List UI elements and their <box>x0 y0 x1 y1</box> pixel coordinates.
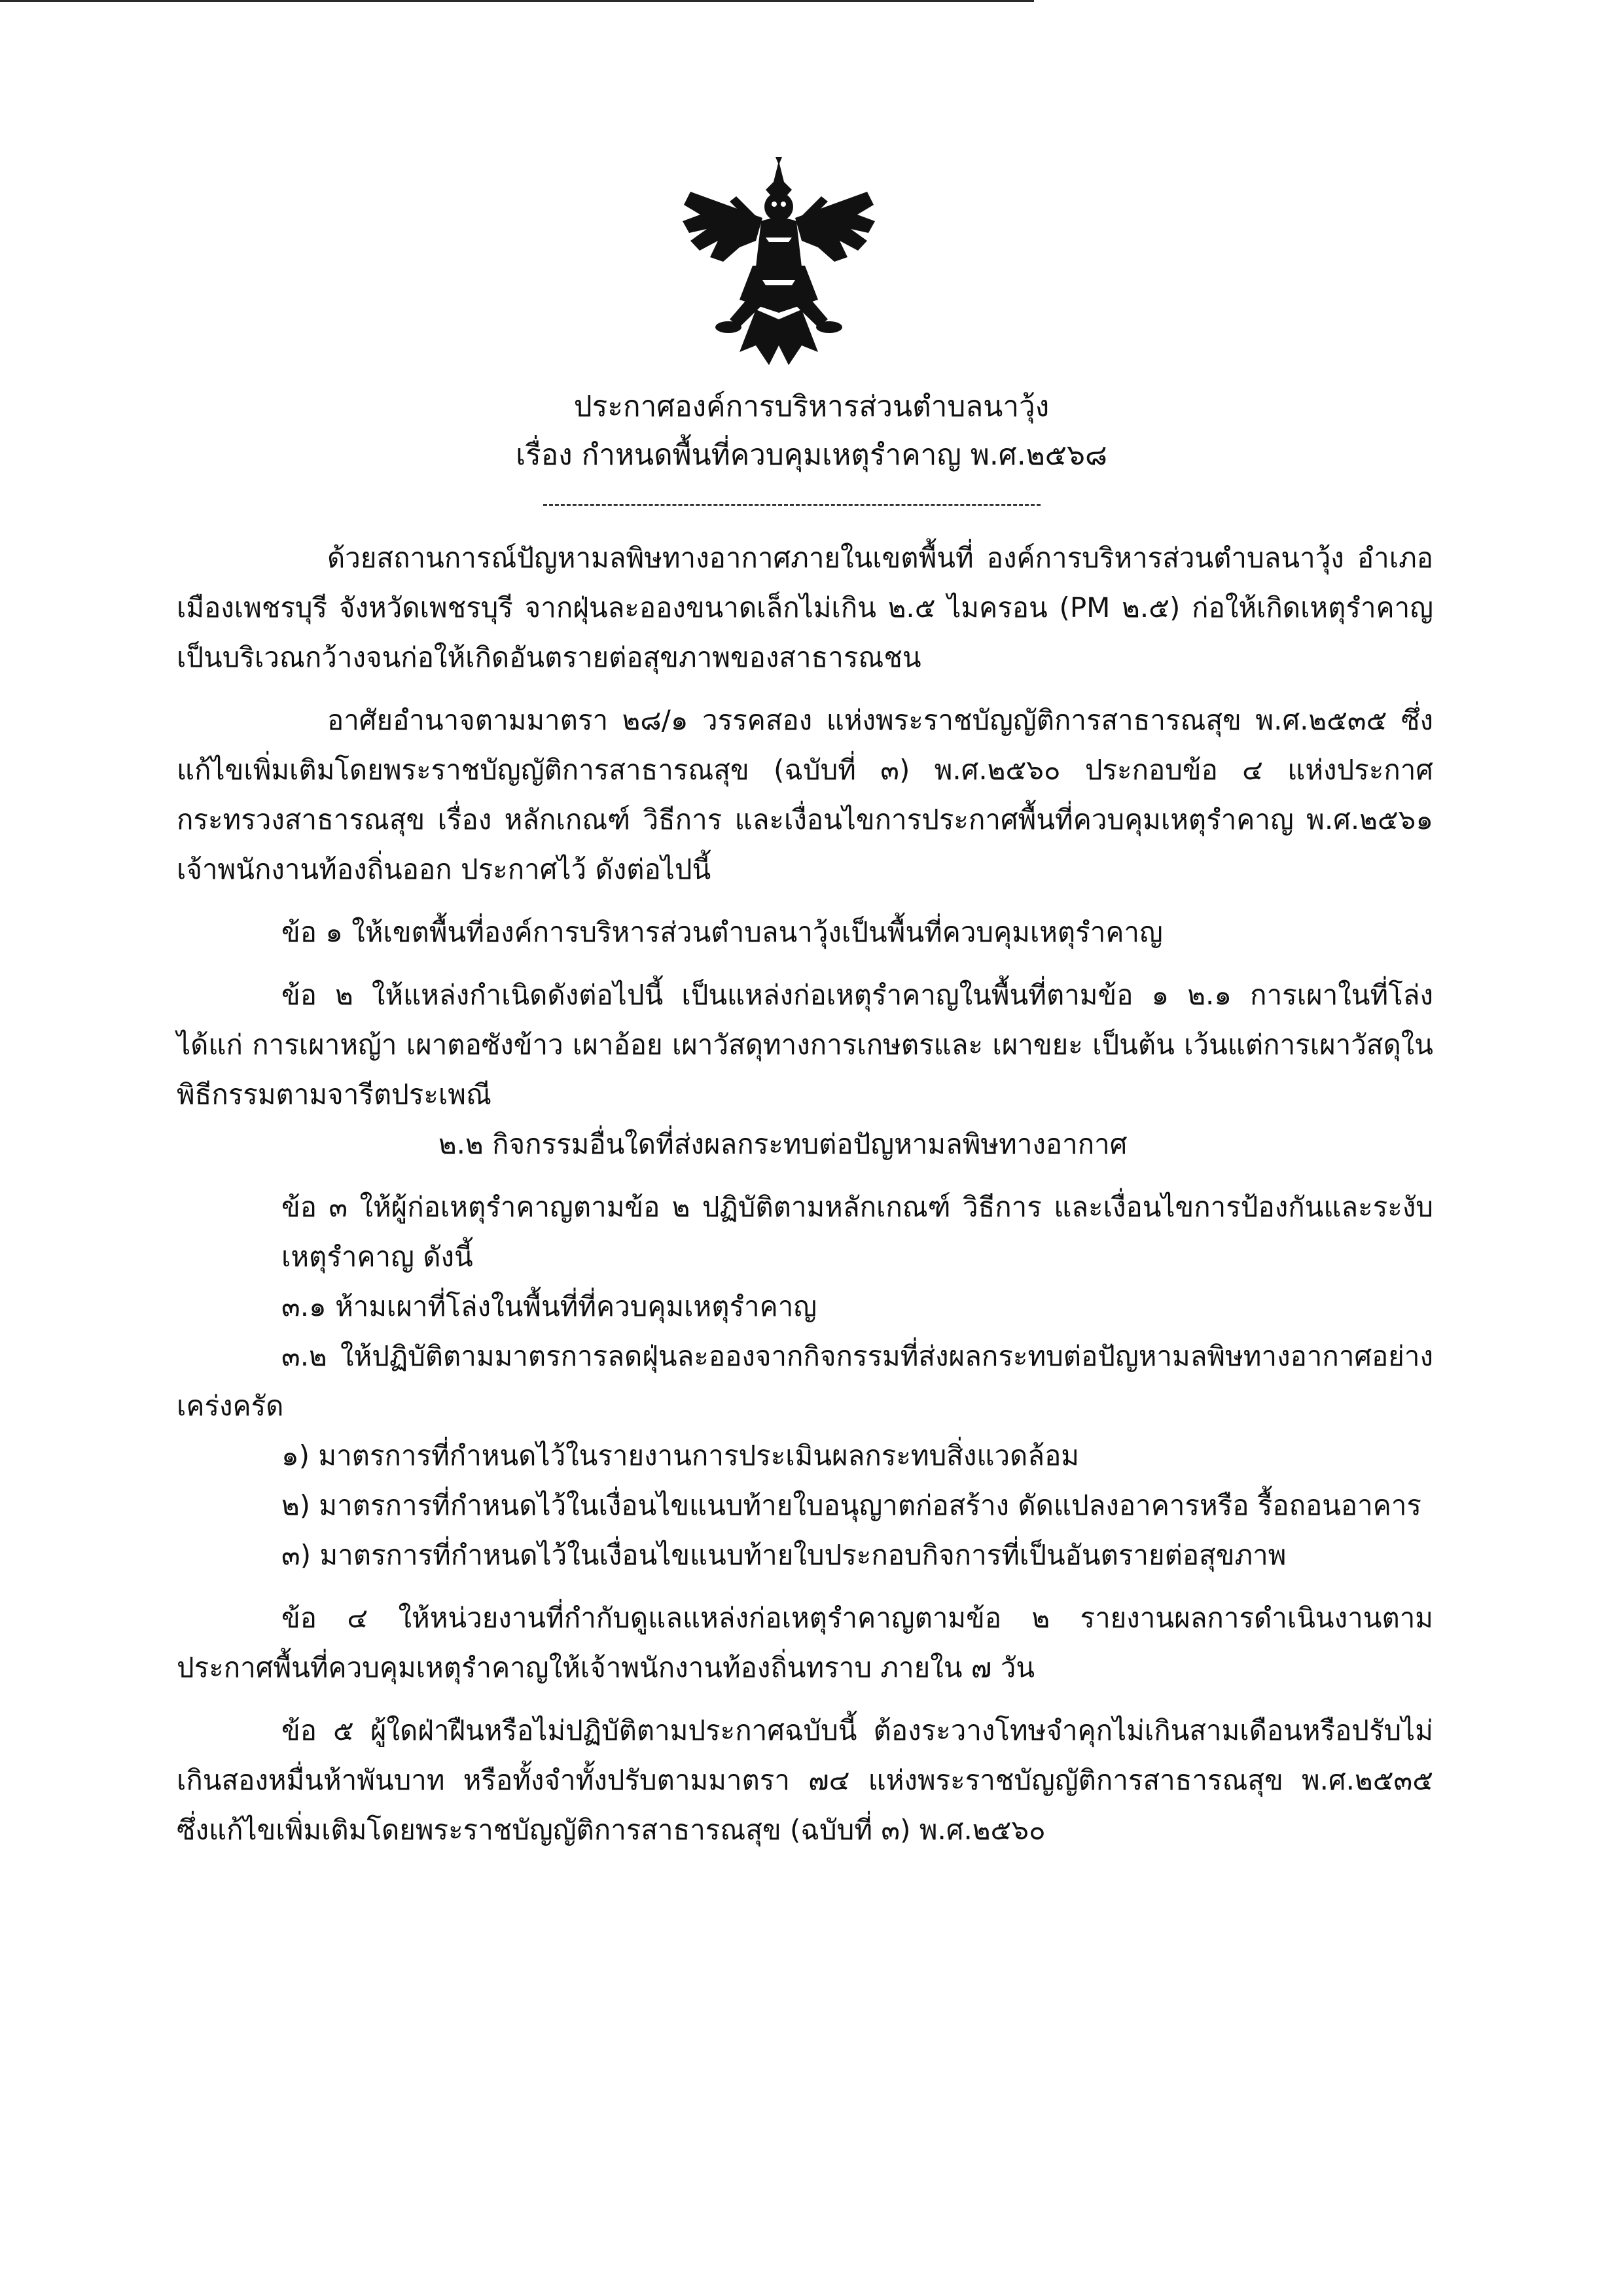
scan-edge-line <box>0 0 1034 2</box>
clause-4: ข้อ ๔ ให้หน่วยงานที่กำกับดูแลแหล่งก่อเหตุรำคาญตามข้อ ๒ รายงานผลการดำเนินงานตามประกาศพื้นที่ควบคุมเหตุรำคาญให้เจ้าพนักงานท้องถิ่นทราบ ภายใน ๗ วัน <box>177 1602 1433 1684</box>
preamble-paragraph-2: อาศัยอำนาจตามมาตรา ๒๘/๑ วรรคสอง แห่งพระราชบัญญัติการสาธารณสุข พ.ศ.๒๕๓๕ ซึ่งแก้ไขเพิ่มเติมโดยพระราชบัญญัติการสาธารณสุข (ฉบับที่ ๓) พ.ศ.๒๕๖๐ ประกอบข้อ ๔ แห่งประกาศกระทรวงสาธารณสุข เรื่อง หลักเกณฑ์ วิธีการ และเงื่อนไขการประกาศพื้นที่ควบคุมเหตุรำคาญ พ.ศ.๒๕๖๑ เจ้าพนักงานท้องถิ่นออก ประกาศไว้ ดังต่อไปนี้ <box>177 704 1433 885</box>
clause-5: ข้อ ๕ ผู้ใดฝ่าฝืนหรือไม่ปฏิบัติตามประกาศฉบับนี้ ต้องระวางโทษจำคุกไม่เกินสามเดือนหรือปรับไม่เกินสองหมื่นห้าพันบาท หรือทั้งจำทั้งปรับตามมาตรา ๗๔ แห่งพระราชบัญญัติการสาธารณสุข พ.ศ.๒๕๓๕ ซึ่งแก้ไขเพิ่มเติมโดยพระราชบัญญัติการสาธารณสุข (ฉบับที่ ๓) พ.ศ.๒๕๖๐ <box>177 1714 1433 1846</box>
announcement-body <box>177 533 1433 1868</box>
clause-2-2: ๒.๒ กิจกรรมอื่นใดที่ส่งผลกระทบต่อปัญหามลพิษทางอากาศ <box>438 1128 1128 1160</box>
measure-item: ๒) มาตรการที่กำหนดไว้ในเงื่อนไขแนบท้ายใบอนุญาตก่อสร้าง ดัดแปลงอาคารหรือ รื้อถอนอาคาร <box>281 1489 1421 1521</box>
clause-2: ข้อ ๒ ให้แหล่งกำเนิดดังต่อไปนี้ เป็นแหล่งก่อเหตุรำคาญในพื้นที่ตามข้อ ๑ ๒.๑ การเผาในที่โล่ง ได้แก่ การเผาหญ้า เผาตอซังข้าว เผาอ้อย เผาวัสดุทางการเกษตรและ เผาขยะ เป็นต้น เว้นแต่การเผาวัสดุในพิธีกรรมตามจารีตประเพณี <box>177 979 1433 1110</box>
announcement-subject: เรื่อง กำหนดพื้นที่ควบคุมเหตุรำคาญ พ.ศ.๒๕๖๘ <box>516 438 1107 472</box>
preamble-paragraph-1: ด้วยสถานการณ์ปัญหามลพิษทางอากาศภายในเขตพื้นที่ องค์การบริหารส่วนตำบลนาวุ้ง อำเภอเมืองเพชรบุรี จังหวัดเพชรบุรี จากฝุ่นละอองขนาดเล็กไม่เกิน ๒.๕ ไมครอน (PM ๒.๕) ก่อให้เกิดเหตุรำคาญเป็นบริเวณกว้างจนก่อให้เกิดอันตรายต่อสุขภาพของสาธารณชน <box>177 542 1433 673</box>
clause-1: ข้อ ๑ ให้เขตพื้นที่องค์การบริหารส่วนตำบลนาวุ้งเป็นพื้นที่ควบคุมเหตุรำคาญ <box>281 916 1163 948</box>
announcement-title: ประกาศองค์การบริหารส่วนตำบลนาวุ้ง <box>573 390 1050 423</box>
measure-item: ๑) มาตรการที่กำหนดไว้ในรายงานการประเมินผลกระทบสิ่งแวดล้อม <box>281 1439 1079 1472</box>
clause-3-1: ๓.๑ ห้ามเผาที่โล่งในพื้นที่ที่ควบคุมเหตุรำคาญ <box>281 1290 817 1322</box>
clause-3: ข้อ ๓ ให้ผู้ก่อเหตุรำคาญตามข้อ ๒ ปฏิบัติตามหลักเกณฑ์ วิธีการ และเงื่อนไขการป้องกันและระงับเหตุรำคาญ ดังนี้ <box>281 1191 1433 1273</box>
measure-item: ๓) มาตรการที่กำหนดไว้ในเงื่อนไขแนบท้ายใบประกอบกิจการที่เป็นอันตรายต่อสุขภาพ <box>281 1539 1287 1571</box>
clause-3-2: ๓.๒ ให้ปฏิบัติตามมาตรการลดฝุ่นละอองจากกิจกรรมที่ส่งผลกระทบต่อปัญหามลพิษทางอากาศอย่างเคร่งครัด <box>177 1340 1433 1422</box>
garuda-emblem-icon <box>677 156 880 372</box>
header-divider <box>543 504 1041 506</box>
